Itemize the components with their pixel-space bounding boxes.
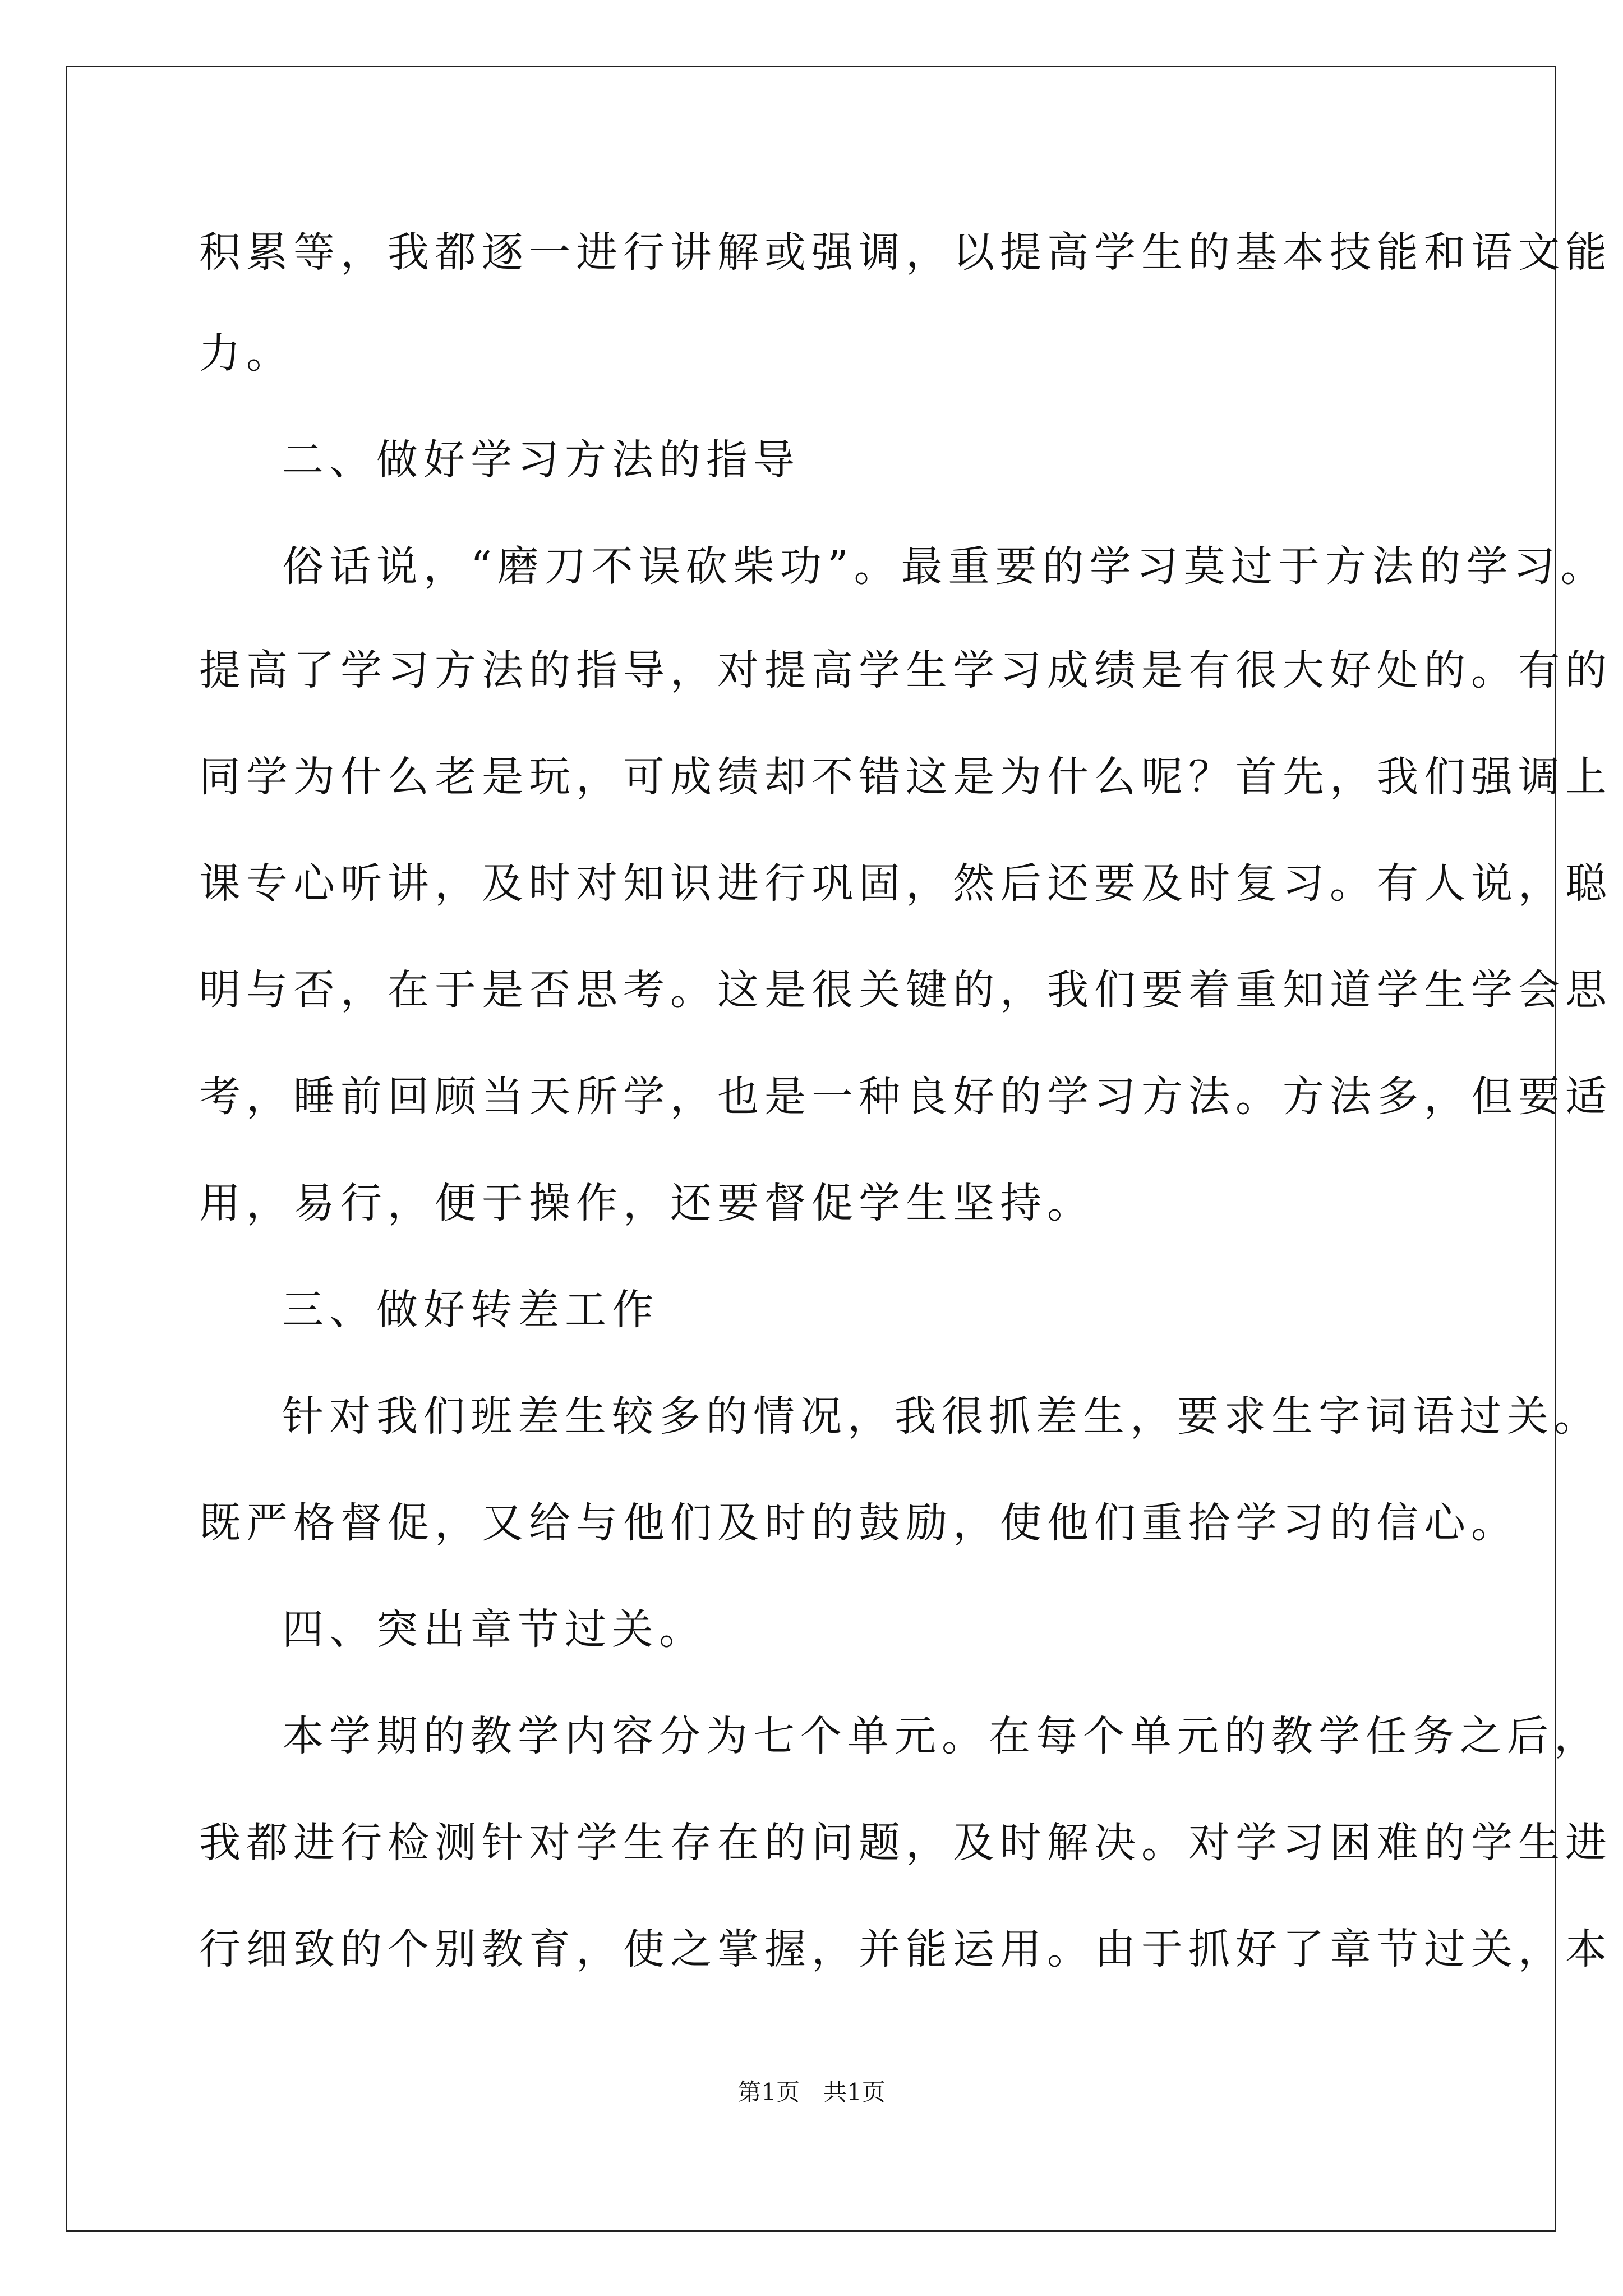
paragraph-line-9: 考，睡前回顾当天所学，也是一种良好的学习方法。方法多，但要适 bbox=[199, 1073, 1612, 1121]
paragraph-line-10: 用，易行，便于操作，还要督促学生坚持。 bbox=[199, 1179, 1094, 1227]
section-heading-2: 二、做好学习方法的指导 bbox=[282, 436, 800, 484]
paragraph-line-5: 提高了学习方法的指导，对提高学生学习成绩是有很大好处的。有的 bbox=[199, 646, 1612, 694]
section-heading-4: 四、突出章节过关。 bbox=[282, 1605, 706, 1654]
paragraph-line-12: 针对我们班差生较多的情况，我很抓差生，要求生字词语过关。 bbox=[282, 1392, 1601, 1441]
paragraph-line-13: 既严格督促，又给与他们及时的鼓励，使他们重拾学习的信心。 bbox=[199, 1499, 1518, 1547]
page-border bbox=[66, 66, 1556, 2232]
page-footer: 第1页 共1页 bbox=[737, 2078, 886, 2106]
paragraph-line-7: 课专心听讲，及时对知识进行巩固，然后还要及时复习。有人说，聪 bbox=[199, 859, 1612, 908]
section-heading-3: 三、做好转差工作 bbox=[282, 1286, 659, 1334]
paragraph-line-8: 明与否，在于是否思考。这是很关键的，我们要着重知道学生学会思 bbox=[199, 966, 1612, 1014]
paragraph-line-17: 行细致的个别教育，使之掌握，并能运用。由于抓好了章节过关，本 bbox=[199, 1925, 1612, 1973]
paragraph-line-16: 我都进行检测针对学生存在的问题，及时解决。对学习困难的学生进 bbox=[199, 1819, 1612, 1867]
paragraph-line-6: 同学为什么老是玩，可成绩却不错这是为什么呢？首先，我们强调上 bbox=[199, 753, 1612, 801]
paragraph-line-4: 俗话说，“磨刀不误砍柴功”。最重要的学习莫过于方法的学习。 bbox=[282, 542, 1608, 591]
paragraph-line-1: 积累等，我都逐一进行讲解或强调，以提高学生的基本技能和语文能 bbox=[199, 228, 1612, 277]
paragraph-line-15: 本学期的教学内容分为七个单元。在每个单元的教学任务之后， bbox=[282, 1712, 1601, 1760]
paragraph-line-2: 力。 bbox=[199, 329, 293, 378]
